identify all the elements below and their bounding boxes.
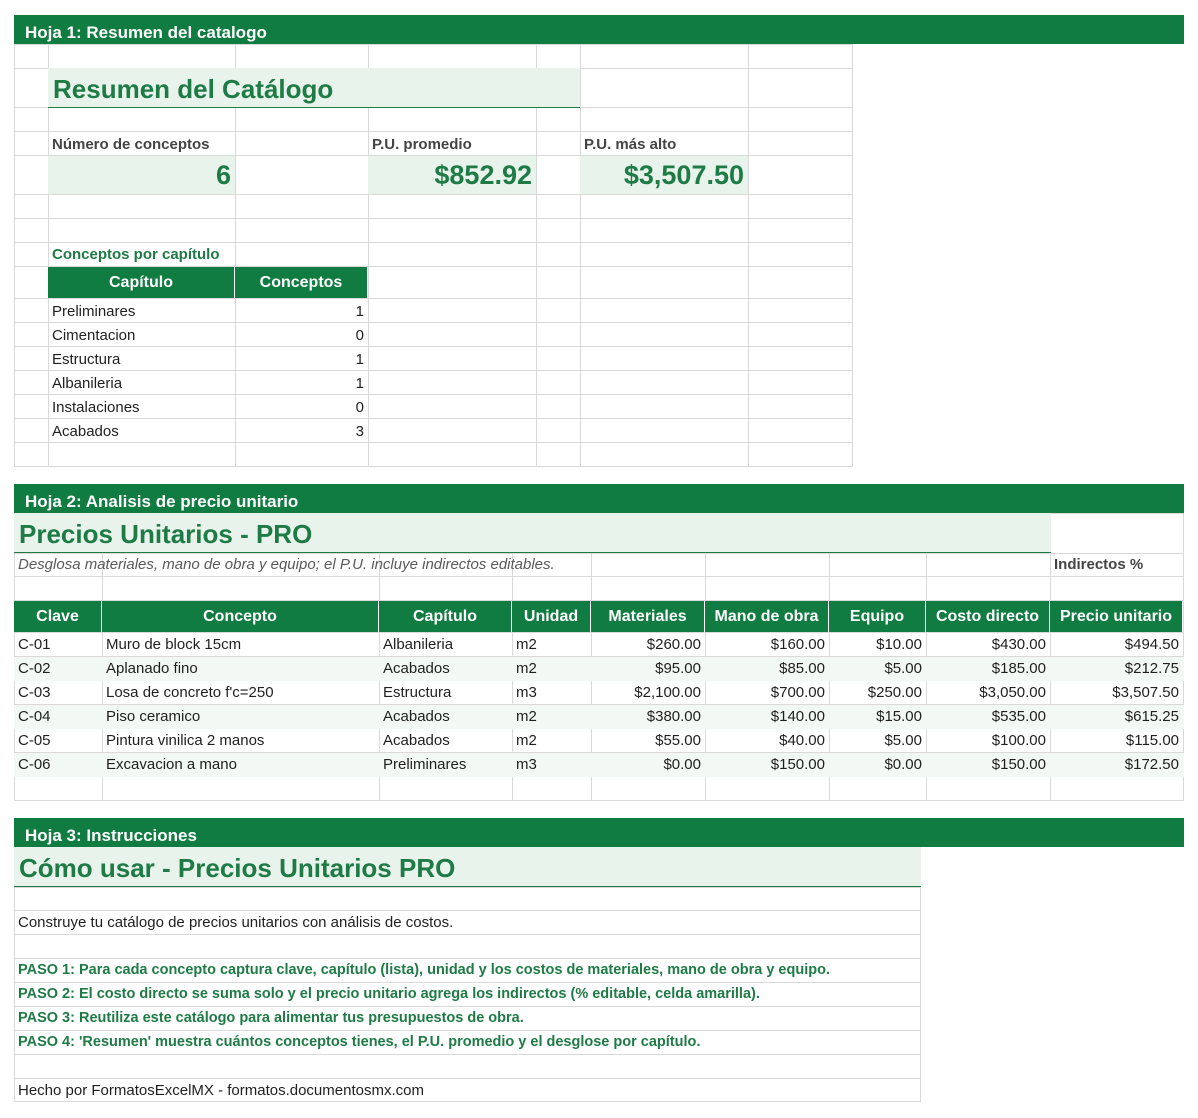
pu-cell[interactable]: $40.00 (779, 732, 825, 749)
pu-cell[interactable]: Aplanado fino (106, 660, 198, 677)
gridline-h (14, 218, 853, 219)
pu-cell[interactable]: $250.00 (867, 684, 922, 701)
pu-col-header[interactable]: Capítulo (379, 601, 512, 632)
chapter-name[interactable]: Albanileria (52, 375, 123, 392)
pu-cell[interactable]: m3 (516, 684, 537, 701)
gridline-h (14, 800, 1184, 801)
summary-title: Resumen del Catálogo (48, 68, 580, 108)
pu-cell[interactable]: $615.25 (1124, 708, 1179, 725)
pu-cell[interactable]: $700.00 (770, 684, 825, 701)
sheet3-header-bar (14, 818, 1184, 847)
pu-cell[interactable]: $150.00 (770, 756, 825, 773)
pu-cell[interactable]: Pintura vinilica 2 manos (106, 732, 265, 749)
pu-col-header[interactable]: Costo directo (926, 601, 1050, 632)
pu-cell[interactable]: m2 (516, 708, 537, 725)
gridline-h (14, 553, 1184, 554)
chapter-count[interactable]: 0 (355, 327, 364, 344)
pu-cell[interactable]: $185.00 (991, 660, 1046, 677)
gridline-h (14, 982, 921, 983)
gridline-h (14, 131, 853, 132)
indirectos-label[interactable]: Indirectos % (1054, 556, 1144, 573)
gridline-h (14, 194, 853, 195)
kpi-count-value[interactable]: 6 (48, 156, 235, 194)
pu-col-header[interactable]: Mano de obra (705, 601, 829, 632)
sheet1-header-label: Hoja 1: Resumen del catalogo (25, 23, 267, 42)
gridline-h (14, 576, 1184, 577)
pu-cell[interactable]: $535.00 (991, 708, 1046, 725)
gridline-h (14, 910, 921, 911)
pu-cell[interactable]: C-02 (18, 660, 51, 677)
gridline-h (14, 1054, 921, 1055)
pu-cell[interactable]: Acabados (383, 708, 450, 725)
sheet2-header-bar (14, 484, 1184, 513)
pu-cell[interactable]: $100.00 (991, 732, 1046, 749)
pu-cell[interactable]: Estructura (383, 684, 452, 701)
sheet2-header-label: Hoja 2: Analisis de precio unitario (25, 492, 299, 511)
gridline-h (14, 298, 853, 299)
pu-cell[interactable]: C-03 (18, 684, 51, 701)
pu-cell[interactable]: $2,100.00 (634, 684, 701, 701)
sheet3-header-label: Hoja 3: Instrucciones (25, 826, 197, 845)
chapter-name[interactable]: Preliminares (52, 303, 136, 320)
pu-cell[interactable]: $172.50 (1124, 756, 1179, 773)
chapter-name[interactable]: Instalaciones (52, 399, 140, 416)
pu-cell[interactable]: $430.00 (991, 636, 1046, 653)
kpi-avg-value[interactable]: $852.92 (368, 156, 536, 194)
pu-cell[interactable]: Albanileria (383, 636, 454, 653)
pu-cell[interactable]: $260.00 (646, 636, 701, 653)
kpi-max-label: P.U. más alto (584, 136, 677, 153)
pu-cell[interactable]: Muro de block 15cm (106, 636, 242, 653)
chapter-count[interactable]: 3 (355, 423, 364, 440)
gridline-h (14, 1030, 921, 1031)
col-header-conceptos[interactable]: Conceptos (235, 267, 368, 298)
kpi-max-value[interactable]: $3,507.50 (580, 156, 748, 194)
chapter-name[interactable]: Acabados (52, 423, 119, 440)
pu-cell[interactable]: Piso ceramico (106, 708, 201, 725)
pu-cell[interactable]: $95.00 (655, 660, 701, 677)
pu-cell[interactable]: $15.00 (876, 708, 922, 725)
pu-cell[interactable]: $494.50 (1124, 636, 1179, 653)
pu-cell[interactable]: $10.00 (876, 636, 922, 653)
chapter-count[interactable]: 1 (355, 351, 364, 368)
gridline-h (14, 1006, 921, 1007)
gridline-h (14, 934, 921, 935)
step-4: PASO 4: 'Resumen' muestra cuántos conceptos tienes, el P.U. promedio y el desglose por capítulo. (18, 1034, 701, 1050)
chapters-section-title: Conceptos por capítulo (52, 246, 220, 263)
pu-cell[interactable]: m3 (516, 756, 537, 773)
kpi-count-label: Número de conceptos (52, 136, 210, 153)
gridline-h (14, 44, 853, 45)
pu-cell[interactable]: $140.00 (770, 708, 825, 725)
pu-cell[interactable]: $3,507.50 (1112, 684, 1179, 701)
col-header-capitulo[interactable]: Capítulo (48, 267, 235, 298)
pu-col-header[interactable]: Concepto (102, 601, 379, 632)
pu-cell[interactable]: m2 (516, 660, 537, 677)
pu-cell[interactable]: C-05 (18, 732, 51, 749)
pu-cell[interactable]: Acabados (383, 732, 450, 749)
chapter-count[interactable]: 1 (355, 303, 364, 320)
pu-col-header[interactable]: Equipo (829, 601, 926, 632)
pu-cell[interactable]: $5.00 (884, 660, 922, 677)
step-2: PASO 2: El costo directo se suma solo y el precio unitario agrega los indirectos (% editable, celda amarilla). (18, 986, 760, 1002)
pu-cell[interactable]: $160.00 (770, 636, 825, 653)
gridline-h (14, 958, 921, 959)
pu-subtitle: Desglosa materiales, mano de obra y equipo; el P.U. incluye indirectos editables. (18, 556, 555, 573)
pu-cell[interactable]: C-01 (18, 636, 51, 653)
step-3: PASO 3: Reutiliza este catálogo para alimentar tus presupuestos de obra. (18, 1010, 524, 1026)
instructions-intro: Construye tu catálogo de precios unitarios con análisis de costos. (18, 914, 454, 931)
pu-title: Precios Unitarios - PRO (14, 513, 1051, 553)
pu-cell[interactable]: Excavacion a mano (106, 756, 237, 773)
pu-cell[interactable]: Acabados (383, 660, 450, 677)
chapter-count[interactable]: 0 (355, 399, 364, 416)
instructions-footer: Hecho por FormatosExcelMX - formatos.documentosmx.com (18, 1082, 424, 1099)
pu-cell[interactable]: $212.75 (1124, 660, 1179, 677)
step-1: PASO 1: Para cada concepto captura clave, capítulo (lista), unidad y los costos de materiales, mano de obra y equipo. (18, 962, 830, 978)
pu-col-header[interactable]: Clave (14, 601, 102, 632)
pu-cell[interactable]: $150.00 (991, 756, 1046, 773)
pu-cell[interactable]: $380.00 (646, 708, 701, 725)
gridline-h (14, 1078, 921, 1079)
gridline-h (14, 887, 921, 888)
chapter-name[interactable]: Estructura (52, 351, 121, 368)
kpi-avg-label: P.U. promedio (372, 136, 472, 153)
pu-cell[interactable]: m2 (516, 636, 537, 653)
chapter-count[interactable]: 1 (355, 375, 364, 392)
instructions-title: Cómo usar - Precios Unitarios PRO (14, 847, 921, 887)
pu-col-header[interactable]: Unidad (512, 601, 591, 632)
pu-cell[interactable]: $3,050.00 (979, 684, 1046, 701)
pu-cell[interactable]: $0.00 (663, 756, 701, 773)
pu-col-header[interactable]: Precio unitario (1050, 601, 1183, 632)
sheet1-header-bar (14, 15, 1184, 44)
pu-cell[interactable]: C-06 (18, 756, 51, 773)
pu-cell[interactable]: $5.00 (884, 732, 922, 749)
gridline-h (14, 466, 853, 467)
pu-cell[interactable]: $115.00 (1125, 732, 1179, 749)
pu-cell[interactable]: $85.00 (779, 660, 825, 677)
gridline-h (14, 242, 853, 243)
pu-cell[interactable]: $55.00 (655, 732, 701, 749)
pu-cell[interactable]: C-04 (18, 708, 51, 725)
pu-cell[interactable]: Losa de concreto f'c=250 (106, 684, 274, 701)
pu-cell[interactable]: m2 (516, 732, 537, 749)
pu-cell[interactable]: $0.00 (884, 756, 922, 773)
pu-col-header[interactable]: Materiales (591, 601, 705, 632)
pu-cell[interactable]: Preliminares (383, 756, 467, 773)
chapter-name[interactable]: Cimentacion (52, 327, 136, 344)
